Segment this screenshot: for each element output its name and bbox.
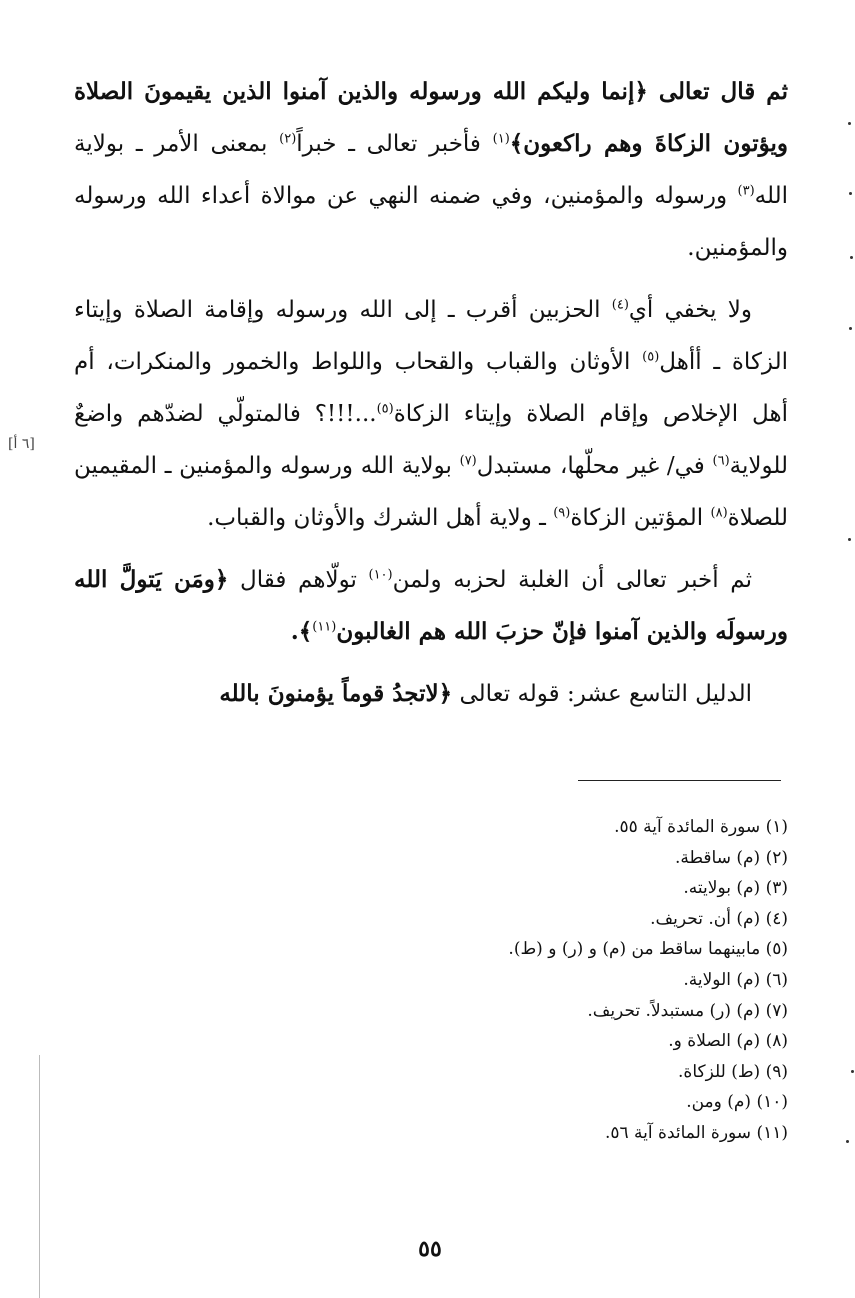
footnote-10: (١٠) (م) ومن. <box>686 1092 788 1113</box>
footnote-7: (٧) (م) (ر) مستبدلاً. تحريف. <box>587 1000 788 1021</box>
footnote-marker: (٧) <box>459 453 477 469</box>
footnote-3: (٣) (م) بولايته. <box>683 878 788 899</box>
paragraph-text: بولاية الله ورسوله والمؤمنين ـ المقيمين للصلاة <box>74 453 788 531</box>
footnote-marker: (٤) <box>611 297 629 313</box>
quran-verse-text: ﴿ومَن يَتولَّ الله ورسولَه والذين آمنوا فإنّ حزبَ الله هم الغالبون <box>74 566 788 645</box>
footnote-marker: (١٠) <box>368 567 393 583</box>
paragraph-text: بمعنى الأمر ـ بولاية الله <box>74 131 788 209</box>
footnote-marker: (١١) <box>312 619 337 635</box>
scan-speck <box>851 1070 854 1073</box>
footnote-marker: (٩) <box>553 505 571 521</box>
footnote-marker: (٨) <box>710 505 728 521</box>
paragraph-text: الأوثان والقباب والقحاب واللواط والخمور والمنكرات، أم أهل الإخلاص وإقام الصلاة وإيتاء الزكاة <box>74 349 788 427</box>
paragraph-text: ثم أخبر تعالى أن الغلبة لحزبه ولمن <box>392 567 752 593</box>
paragraph-text: المؤتين الزكاة <box>570 505 711 531</box>
scan-edge-line <box>39 1055 40 1298</box>
paragraph-text: فأخبر تعالى ـ خبراً <box>296 131 493 157</box>
margin-folio-note: [٦ أ] <box>8 436 35 452</box>
footnote-5: (٥) مابينهما ساقط من (م) و (ر) و (ط). <box>508 939 788 960</box>
scan-speck <box>848 538 851 541</box>
scan-speck <box>848 122 851 125</box>
footnote-marker: (٦) <box>712 453 730 469</box>
paragraph-text: الحزبين أقرب ـ إلى الله ورسوله وإقامة الصلاة وإيتاء الزكاة ـ أأهل <box>74 297 788 375</box>
footnote-marker: (٣) <box>737 183 755 199</box>
paragraph-text: تولّاهم فقال <box>228 567 369 593</box>
scan-speck <box>850 256 853 259</box>
scan-speck <box>846 1140 849 1143</box>
footnote-marker: (٢) <box>279 131 297 147</box>
scan-speck <box>849 327 852 330</box>
footnote-8: (٨) (م) الصلاة و. <box>668 1031 788 1052</box>
paragraph-text: ورسوله والمؤمنين، وفي ضمنه النهي عن موالاة أعداء الله ورسوله والمؤمنين. <box>74 183 788 261</box>
footnote-marker: (٥) <box>376 401 394 417</box>
paragraph-text: ولا يخفي أي <box>628 297 752 323</box>
footnote-4: (٤) (م) أن. تحريف. <box>650 908 788 929</box>
footnote-6: (٦) (م) الولاية. <box>683 969 788 990</box>
footnote-9: (٩) (ط) للزكاة. <box>678 1061 788 1082</box>
paragraph-text: في/ غير محلّها، مستبدل <box>476 453 713 479</box>
footnote-2: (٢) (م) ساقطة. <box>674 847 788 868</box>
quran-verse-text: ﴿لاتجدُ قوماً يؤمنونَ بالله <box>219 680 453 707</box>
paragraph-text: ...!!!؟ فالمتولّي لضدّهم واضعٌ للولاية <box>74 401 788 479</box>
paragraph-text: الدليل التاسع عشر: قوله تعالى <box>452 681 752 707</box>
footnotes <box>300 812 788 1149</box>
paragraph-3 <box>74 554 788 658</box>
footnote-separator <box>578 780 781 781</box>
paragraph-1 <box>74 66 788 274</box>
footnote-1: (١) سورة المائدة آية ٥٥. <box>614 817 788 837</box>
quran-verse-text: ﴾. <box>290 618 313 645</box>
paragraph-text: ـ ولاية أهل الشرك والأوثان والقباب. <box>207 505 554 531</box>
paragraph-2 <box>74 284 788 544</box>
body-text <box>74 66 788 730</box>
footnote-marker: (٥) <box>642 349 660 365</box>
footnote-11: (١١) سورة المائدة آية ٥٦. <box>604 1122 788 1143</box>
quran-verse-text: ثم قال تعالى ﴿إنما وليكم الله ورسوله والذين آمنوا الذين يقيمونَ الصلاة ويؤتون الزكاةَ وهم راكعون﴾ <box>74 78 788 157</box>
page-number: ٥٥ <box>418 1236 442 1262</box>
footnote-marker: (١) <box>492 131 510 147</box>
scan-speck <box>849 192 852 195</box>
paragraph-4 <box>74 668 788 720</box>
